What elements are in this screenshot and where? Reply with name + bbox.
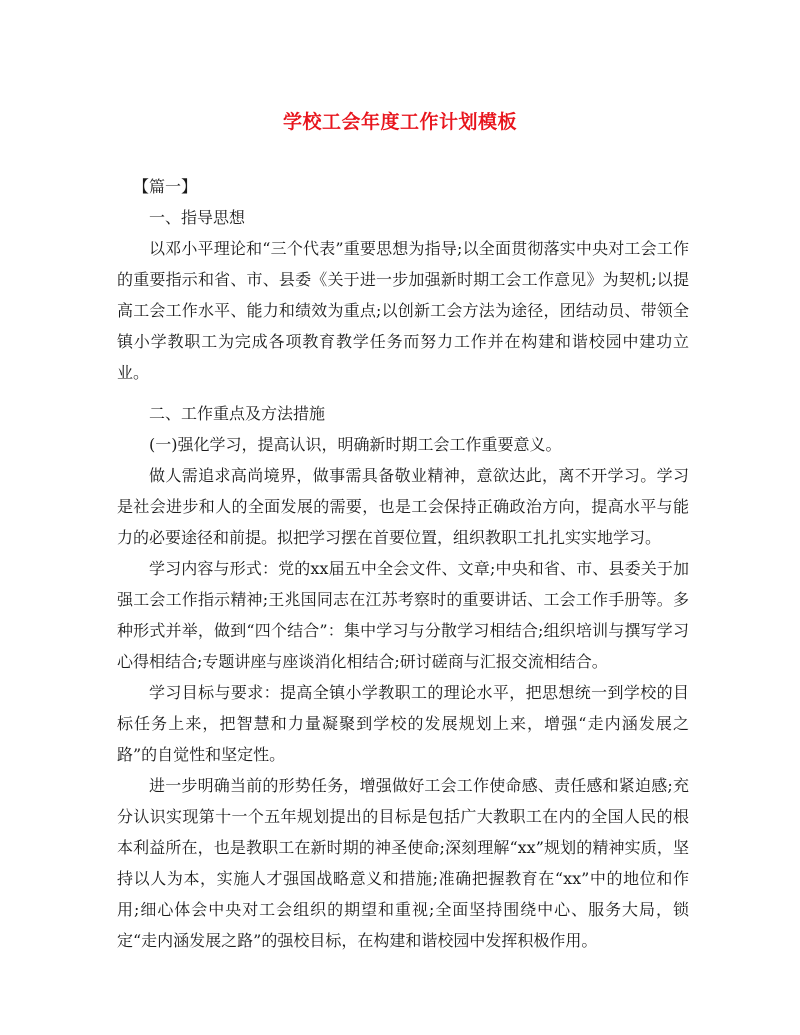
part-label: 【篇一】 xyxy=(133,177,198,196)
section-2-heading: 二、工作重点及方法措施 xyxy=(149,404,326,423)
section-2-paragraph-3: 学习目标与要求：提高全镇小学教职工的理论水平，把思想统一到学校的目标任务上来，把智慧和力量凝聚到学校的发展规划上来，增强“走内涵发展之路”的自觉性和坚定性。 xyxy=(117,683,689,764)
section-2-paragraph-1: 做人需追求高尚境界，做事需具备敬业精神，意欲达此，离不开学习。学习是社会进步和人的全面发展的需要，也是工会保持正确政治方向，提高水平与能力的必要途径和前提。拟把学习摆在首要位置，组织教职工扎扎实实地学习。 xyxy=(117,466,689,547)
section-2-paragraph-2: 学习内容与形式：党的xx届五中全会文件、文章;中央和省、市、县委关于加强工会工作指示精神;王兆国同志在江苏考察时的重要讲话、工会工作手册等。多种形式并举，做到“四个结合”：集中学习与分散学习相结合;组织培训与撰写学习心得相结合;专题讲座与座谈消化相结合;研讨磋商与汇报交流相结合。 xyxy=(117,559,689,671)
section-1-heading: 一、指导思想 xyxy=(149,208,246,227)
section-2-paragraph-4: 进一步明确当前的形势任务，增强做好工会工作使命感、责任感和紧迫感;充分认识实现第十一个五年规划提出的目标是包括广大教职工在内的全国人民的根本利益所在，也是教职工在新时期的神圣使命;深刻理解“xx”规划的精神实质，坚持以人为本，实施人才强国战略意义和措施;准确把握教育在“xx”中的地位和作用;细心体会中央对工会组织的期望和重视;全面坚持围绕中心、服务大局，锁定“走内涵发展之路”的强校目标，在构建和谐校园中发挥积极作用。 xyxy=(117,776,689,950)
document-body xyxy=(117,171,689,956)
document-title: 学校工会年度工作计划模板 xyxy=(282,111,517,133)
section-1-paragraph: 以邓小平理论和“三个代表”重要思想为指导;以全面贯彻落实中央对工会工作的重要指示和省、市、县委《关于进一步加强新时期工会工作意见》为契机;以提高工会工作水平、能力和绩效为重点;以创新工会方法为途径，团结动员、带领全镇小学教职工为完成各项教育教学任务而努力工作并在构建和谐校园中建功立业。 xyxy=(117,239,689,382)
section-2-subheading-1: (一)强化学习，提高认识，明确新时期工会工作重要意义。 xyxy=(149,435,562,454)
